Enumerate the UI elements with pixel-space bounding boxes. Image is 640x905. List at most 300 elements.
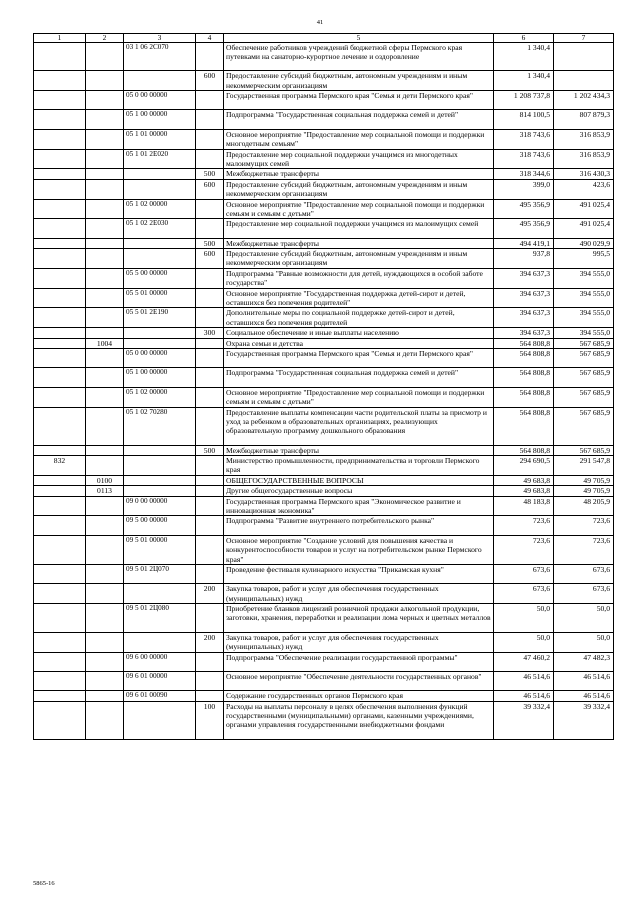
item-description: Закупка товаров, работ и услуг для обеспечения государственных (муниципальных) нужд [224,632,494,652]
amount-year-2: 673,6 [554,564,614,583]
expense-type-code [196,42,224,71]
section-code [34,91,86,110]
item-description: Государственная программа Пермского края "Экономическое развитие и инновационная экономика" [224,496,494,516]
amount-year-2: 39 332,4 [554,701,614,739]
amount-year-1: 394 637,3 [494,268,554,288]
table-row [34,564,614,583]
subsection-code [86,149,124,169]
table-row [34,110,614,129]
section-code [34,308,86,328]
subsection-code [86,110,124,129]
target-article-code: 05 0 00 00000 [124,349,196,368]
item-description: Подпрограмма "Развитие внутреннего потребительского рынка" [224,516,494,535]
item-description: Основное мероприятие "Государственная поддержка детей-сирот и детей, оставшихся без попечения родителей" [224,288,494,308]
section-code [34,516,86,535]
subsection-code [86,496,124,516]
target-article-code: 09 6 01 00090 [124,691,196,701]
column-header: 5 [224,34,494,43]
amount-year-1: 46 514,6 [494,691,554,701]
item-description: Предоставление мер социальной поддержки учащимся из малоимущих семей [224,219,494,238]
amount-year-2: 567 685,9 [554,407,614,445]
expense-type-code [196,149,224,169]
expense-type-code [196,199,224,219]
amount-year-2: 1 202 434,3 [554,91,614,110]
table-row [34,516,614,535]
subsection-code [86,584,124,604]
subsection-code [86,387,124,407]
item-description: Основное мероприятие "Обеспечение деятельности государственных органов" [224,671,494,690]
section-code [34,701,86,739]
expense-type-code [196,691,224,701]
target-article-code [124,338,196,348]
subsection-code [86,701,124,739]
item-description: Охрана семьи и детства [224,338,494,348]
item-description: Предоставление субсидий бюджетным, автономным учреждениям и иным некоммерческим организациям [224,249,494,269]
target-article-code: 09 5 00 00000 [124,516,196,535]
section-code [34,584,86,604]
amount-year-2 [554,42,614,71]
table-row [34,71,614,91]
item-description: Дополнительные меры по социальной поддержке детей-сирот и детей, оставшихся без попечения родителей [224,308,494,328]
item-description: Содержание государственных органов Пермского края [224,691,494,701]
footer-code: 5865-16 [33,880,55,887]
item-description: Социальное обеспечение и иные выплаты населению [224,328,494,338]
amount-year-2: 491 025,4 [554,199,614,219]
amount-year-2: 673,6 [554,584,614,604]
section-code [34,129,86,149]
amount-year-1: 673,6 [494,564,554,583]
amount-year-2: 491 025,4 [554,219,614,238]
item-description: Подпрограмма "Государственная социальная поддержка семей и детей" [224,368,494,387]
item-description: Подпрограмма "Обеспечение реализации государственной программы" [224,652,494,671]
subsection-code [86,691,124,701]
target-article-code [124,632,196,652]
item-description: Межбюджетные трансферты [224,445,494,455]
table-row [34,179,614,199]
amount-year-1: 564 808,8 [494,349,554,368]
expense-type-code: 200 [196,632,224,652]
subsection-code [86,288,124,308]
section-code: 832 [34,456,86,476]
section-code [34,219,86,238]
table-row [34,475,614,485]
amount-year-2: 995,5 [554,249,614,269]
expense-type-code [196,349,224,368]
subsection-code [86,249,124,269]
amount-year-2: 490 029,9 [554,238,614,248]
table-row [34,445,614,455]
expense-type-code [196,564,224,583]
amount-year-1: 673,6 [494,584,554,604]
amount-year-2: 48 205,9 [554,496,614,516]
item-description: Приобретение бланков лицензий розничной продажи алкогольной продукции, заготовки, хранения, переработки и реализации лома черных и цветных металлов [224,604,494,633]
table-row [34,535,614,564]
target-article-code [124,445,196,455]
expense-type-code [196,475,224,485]
expense-type-code: 600 [196,71,224,91]
amount-year-2: 567 685,9 [554,445,614,455]
target-article-code: 05 5 01 00000 [124,288,196,308]
target-article-code: 05 1 02 00000 [124,199,196,219]
section-code [34,604,86,633]
expense-type-code: 500 [196,169,224,179]
item-description: Основное мероприятие "Предоставление мер социальной помощи и поддержки многодетным семьям" [224,129,494,149]
target-article-code: 05 1 00 00000 [124,110,196,129]
expense-type-code [196,456,224,476]
item-description: ОБЩЕГОСУДАРСТВЕННЫЕ ВОПРОСЫ [224,475,494,485]
amount-year-1: 294 690,5 [494,456,554,476]
section-code [34,691,86,701]
expense-type-code [196,407,224,445]
amount-year-1: 49 683,8 [494,486,554,496]
table-row [34,387,614,407]
subsection-code [86,368,124,387]
target-article-code: 05 1 00 00000 [124,368,196,387]
target-article-code [124,584,196,604]
subsection-code: 0100 [86,475,124,485]
table-row [34,496,614,516]
amount-year-1: 564 808,8 [494,368,554,387]
table-row [34,308,614,328]
amount-year-1: 394 637,3 [494,328,554,338]
amount-year-2: 807 879,3 [554,110,614,129]
amount-year-1: 723,6 [494,535,554,564]
amount-year-1: 47 460,2 [494,652,554,671]
table-row [34,149,614,169]
amount-year-2: 316 853,9 [554,149,614,169]
subsection-code [86,328,124,338]
section-code [34,179,86,199]
item-description: Обеспечение работников учреждений бюджетной сферы Пермского края путевками на санаторно-курортное лечение и оздоровление [224,42,494,71]
amount-year-2: 50,0 [554,632,614,652]
amount-year-1: 564 808,8 [494,387,554,407]
amount-year-1: 495 356,9 [494,199,554,219]
section-code [34,169,86,179]
budget-table [33,33,614,740]
target-article-code [124,71,196,91]
table-row [34,268,614,288]
section-code [34,238,86,248]
item-description: Закупка товаров, работ и услуг для обеспечения государственных (муниципальных) нужд [224,584,494,604]
amount-year-2 [554,71,614,91]
table-row [34,368,614,387]
item-description: Расходы на выплаты персоналу в целях обеспечения выполнения функций государственными (муниципальными) органами, казенными учреждениями, органами управления государственными внебюджетными фондами [224,701,494,739]
section-code [34,671,86,690]
target-article-code [124,701,196,739]
target-article-code: 03 1 06 2C070 [124,42,196,71]
expense-type-code [196,288,224,308]
section-code [34,249,86,269]
subsection-code [86,219,124,238]
amount-year-1: 49 683,8 [494,475,554,485]
table-row [34,691,614,701]
item-description: Проведение фестиваля кулинарного искусства "Прикамская кухня" [224,564,494,583]
amount-year-1: 564 808,8 [494,338,554,348]
amount-year-1: 937,8 [494,249,554,269]
expense-type-code [196,368,224,387]
amount-year-2: 723,6 [554,516,614,535]
subsection-code [86,238,124,248]
expense-type-code [196,496,224,516]
item-description: Основное мероприятие "Создание условий для повышения качества и конкурентоспособности товаров и услуг на потребительском рынке Пермского края" [224,535,494,564]
section-code [34,199,86,219]
expense-type-code [196,535,224,564]
target-article-code [124,328,196,338]
item-description: Министерство промышленности, предпринимательства и торговли Пермского края [224,456,494,476]
item-description: Предоставление субсидий бюджетным, автономным учреждениям и иным некоммерческим организациям [224,179,494,199]
subsection-code [86,407,124,445]
amount-year-1: 394 637,3 [494,288,554,308]
table-row [34,91,614,110]
subsection-code [86,91,124,110]
subsection-code [86,535,124,564]
target-article-code [124,486,196,496]
expense-type-code [196,219,224,238]
target-article-code: 05 1 01 2E020 [124,149,196,169]
target-article-code: 05 5 00 00000 [124,268,196,288]
table-row [34,349,614,368]
table-row [34,652,614,671]
section-code [34,368,86,387]
amount-year-1: 394 637,3 [494,308,554,328]
expense-type-code [196,671,224,690]
section-code [34,288,86,308]
target-article-code: 09 6 00 00000 [124,652,196,671]
table-row [34,632,614,652]
column-header: 4 [196,34,224,43]
table-row [34,671,614,690]
target-article-code: 09 5 01 00000 [124,535,196,564]
column-header: 1 [34,34,86,43]
target-article-code [124,169,196,179]
section-code [34,564,86,583]
table-row [34,288,614,308]
section-code [34,475,86,485]
item-description: Другие общегосударственные вопросы [224,486,494,496]
amount-year-1: 39 332,4 [494,701,554,739]
expense-type-code: 500 [196,445,224,455]
table-row [34,199,614,219]
subsection-code [86,42,124,71]
target-article-code [124,179,196,199]
table-row [34,456,614,476]
amount-year-2: 394 555,0 [554,308,614,328]
target-article-code: 09 0 00 00000 [124,496,196,516]
target-article-code: 05 1 02 70280 [124,407,196,445]
amount-year-1: 1 340,4 [494,71,554,91]
amount-year-1: 318 743,6 [494,149,554,169]
expense-type-code [196,110,224,129]
subsection-code [86,199,124,219]
section-code [34,445,86,455]
amount-year-2: 567 685,9 [554,368,614,387]
target-article-code [124,249,196,269]
subsection-code [86,652,124,671]
section-code [34,338,86,348]
page-number: 41 [316,19,324,26]
subsection-code [86,445,124,455]
amount-year-1: 1 208 737,8 [494,91,554,110]
subsection-code [86,349,124,368]
target-article-code [124,456,196,476]
item-description: Предоставление мер социальной поддержки учащимся из многодетных малоимущих семей [224,149,494,169]
subsection-code [86,516,124,535]
section-code [34,387,86,407]
item-description: Подпрограмма "Государственная социальная поддержка семей и детей" [224,110,494,129]
table-row [34,604,614,633]
table-row [34,219,614,238]
amount-year-1: 564 808,8 [494,407,554,445]
target-article-code [124,238,196,248]
section-code [34,407,86,445]
item-description: Предоставление субсидий бюджетным, автономным учреждениям и иным некоммерческим организациям [224,71,494,91]
amount-year-2: 50,0 [554,604,614,633]
expense-type-code [196,604,224,633]
column-header: 6 [494,34,554,43]
amount-year-1: 495 356,9 [494,219,554,238]
subsection-code: 0113 [86,486,124,496]
expense-type-code [196,516,224,535]
subsection-code [86,564,124,583]
table-row [34,249,614,269]
section-code [34,349,86,368]
expense-type-code: 200 [196,584,224,604]
amount-year-2: 316 430,3 [554,169,614,179]
target-article-code [124,475,196,485]
table-body [34,34,614,740]
expense-type-code: 600 [196,179,224,199]
subsection-code [86,129,124,149]
column-header: 2 [86,34,124,43]
section-code [34,110,86,129]
amount-year-1: 564 808,8 [494,445,554,455]
target-article-code: 05 1 02 00000 [124,387,196,407]
subsection-code [86,671,124,690]
section-code [34,268,86,288]
amount-year-1: 1 340,4 [494,42,554,71]
amount-year-1: 46 514,6 [494,671,554,690]
amount-year-1: 50,0 [494,604,554,633]
section-code [34,42,86,71]
item-description: Предоставление выплаты компенсации части родительской платы за присмотр и уход за ребенком в образовательных организациях, реализующих образовательную программу дошкольного образования [224,407,494,445]
amount-year-2: 49 705,9 [554,475,614,485]
expense-type-code: 100 [196,701,224,739]
table-row [34,169,614,179]
table-row [34,129,614,149]
item-description: Государственная программа Пермского края "Семья и дети Пермского края" [224,349,494,368]
section-code [34,652,86,671]
expense-type-code [196,129,224,149]
target-article-code: 05 5 01 2E190 [124,308,196,328]
item-description: Государственная программа Пермского края "Семья и дети Пермского края" [224,91,494,110]
amount-year-2: 316 853,9 [554,129,614,149]
amount-year-2: 46 514,6 [554,691,614,701]
subsection-code [86,71,124,91]
subsection-code [86,456,124,476]
table-row [34,328,614,338]
table-row [34,486,614,496]
table-row [34,701,614,739]
expense-type-code: 300 [196,328,224,338]
column-header: 7 [554,34,614,43]
item-description: Основное мероприятие "Предоставление мер социальной помощи и поддержки семьям и семьям с детьми" [224,199,494,219]
amount-year-1: 494 419,1 [494,238,554,248]
table-row [34,584,614,604]
amount-year-1: 50,0 [494,632,554,652]
section-code [34,328,86,338]
item-description: Межбюджетные трансферты [224,238,494,248]
amount-year-2: 394 555,0 [554,268,614,288]
subsection-code [86,169,124,179]
subsection-code [86,632,124,652]
amount-year-2: 47 482,3 [554,652,614,671]
amount-year-1: 814 100,5 [494,110,554,129]
amount-year-2: 49 705,9 [554,486,614,496]
amount-year-1: 723,6 [494,516,554,535]
item-description: Основное мероприятие "Предоставление мер социальной помощи и поддержки семьям и семьям с детьми" [224,387,494,407]
expense-type-code: 500 [196,238,224,248]
section-code [34,71,86,91]
subsection-code: 1004 [86,338,124,348]
amount-year-2: 46 514,6 [554,671,614,690]
expense-type-code [196,91,224,110]
item-description: Подпрограмма "Равные возможности для детей, нуждающихся в особой заботе государства" [224,268,494,288]
expense-type-code [196,338,224,348]
amount-year-2: 567 685,9 [554,349,614,368]
amount-year-2: 394 555,0 [554,288,614,308]
subsection-code [86,308,124,328]
table-row [34,238,614,248]
section-code [34,496,86,516]
section-code [34,535,86,564]
amount-year-2: 723,6 [554,535,614,564]
target-article-code: 09 6 01 00000 [124,671,196,690]
amount-year-2: 567 685,9 [554,387,614,407]
amount-year-1: 318 344,6 [494,169,554,179]
amount-year-1: 318 743,6 [494,129,554,149]
target-article-code: 05 0 00 00000 [124,91,196,110]
amount-year-1: 48 183,8 [494,496,554,516]
table-row [34,338,614,348]
subsection-code [86,268,124,288]
section-code [34,486,86,496]
amount-year-2: 567 685,9 [554,338,614,348]
expense-type-code [196,387,224,407]
item-description: Межбюджетные трансферты [224,169,494,179]
expense-type-code [196,268,224,288]
column-header: 3 [124,34,196,43]
subsection-code [86,179,124,199]
expense-type-code [196,486,224,496]
amount-year-2: 291 547,8 [554,456,614,476]
expense-type-code [196,652,224,671]
amount-year-1: 399,0 [494,179,554,199]
amount-year-2: 423,6 [554,179,614,199]
section-code [34,149,86,169]
table-row [34,407,614,445]
target-article-code: 05 1 02 2E030 [124,219,196,238]
table-row [34,42,614,71]
amount-year-2: 394 555,0 [554,328,614,338]
expense-type-code: 600 [196,249,224,269]
table-header-row [34,34,614,43]
section-code [34,632,86,652]
expense-type-code [196,308,224,328]
target-article-code: 09 5 01 2Ц080 [124,604,196,633]
target-article-code: 09 5 01 2Ц070 [124,564,196,583]
subsection-code [86,604,124,633]
target-article-code: 05 1 01 00000 [124,129,196,149]
